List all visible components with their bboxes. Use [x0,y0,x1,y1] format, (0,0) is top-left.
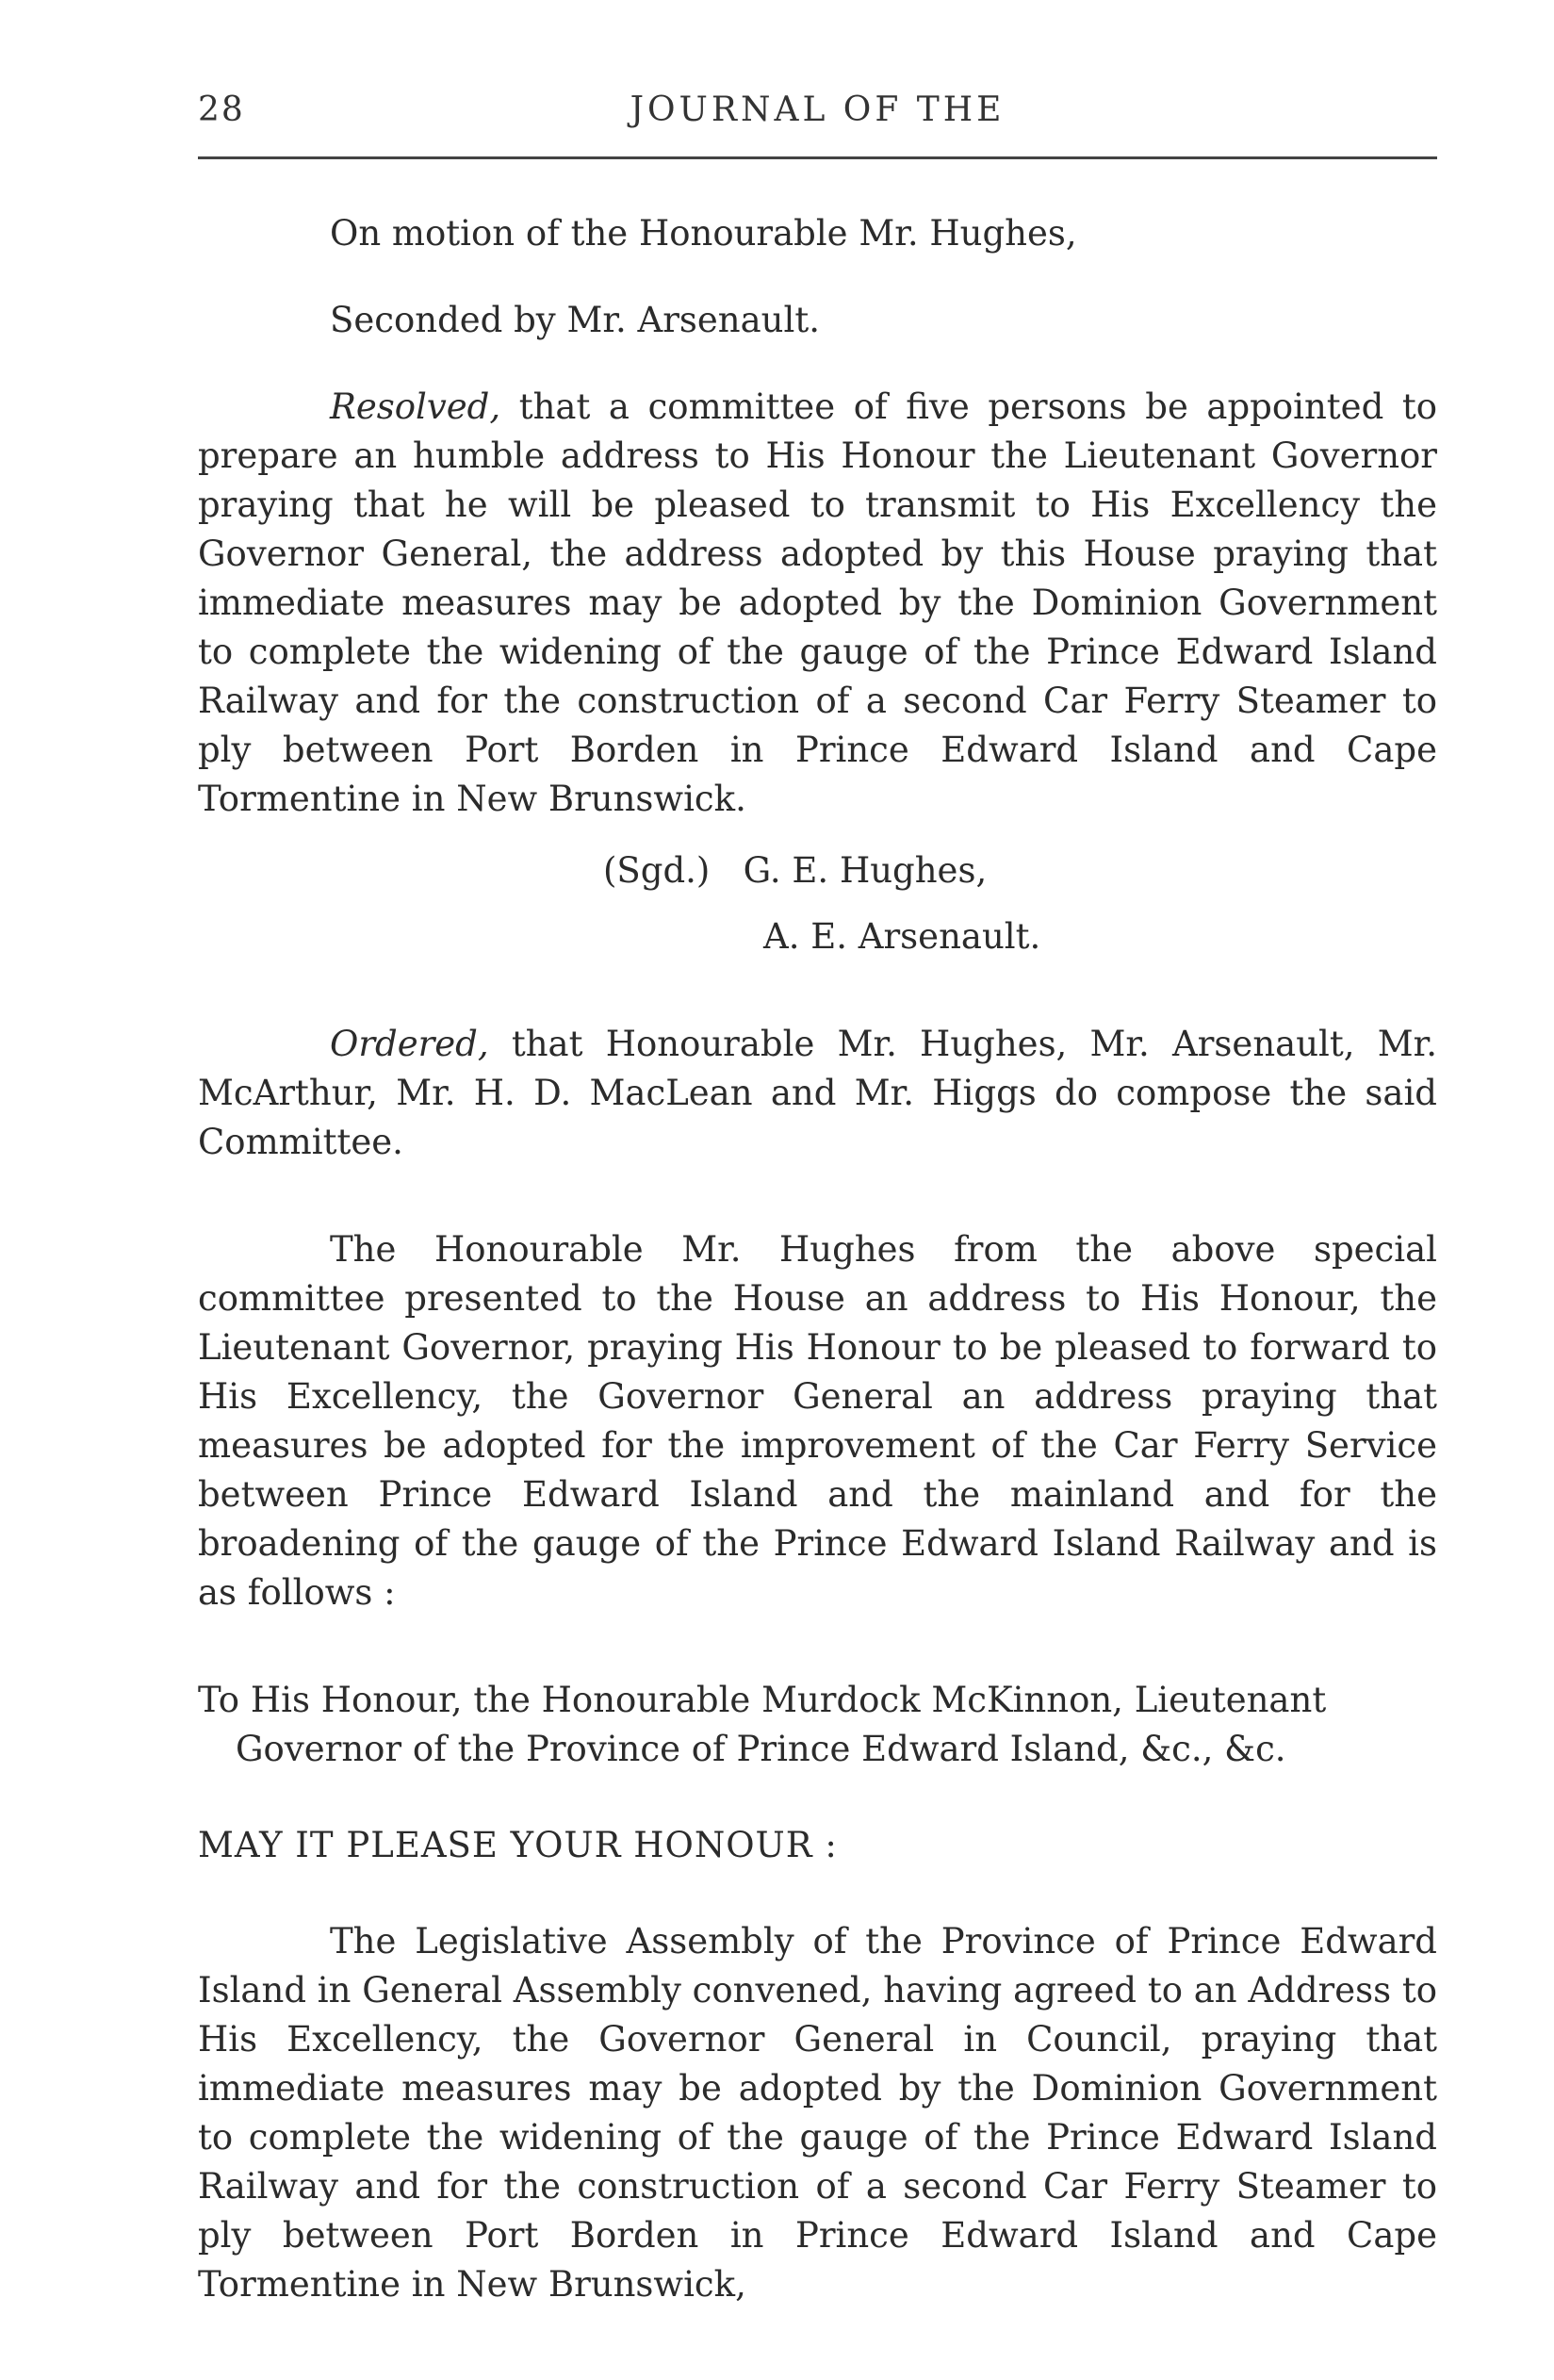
resolution-paragraph [198,383,1437,824]
signature-name-hughes: G. E. Hughes, [743,850,988,891]
page-number: 28 [198,90,245,129]
ordered-label: Ordered, [330,1024,489,1064]
address-body-paragraph: The Legislative Assembly of the Province of Prince Edward Island in General Assembly convened, having agreed to an Address to His Excellency, the Governor General in Council, praying that immediate measures may be adopted by the Dominion Government to complete the widening of the gauge of the Prince Edward Island Railway and for the construction of a second Car Ferry Steamer to ply between Port Borden in Prince Edward Island and Cape Tormentine in New Brunswick, [198,1921,1437,2305]
signature-name-arsenault: A. E. Arsenault. [763,916,1041,957]
resolved-label: Resolved, [330,386,501,427]
page-header [198,87,1437,143]
seconded-line: Seconded by Mr. Arsenault. [330,300,820,340]
signature-block [198,846,1437,961]
address-line-2: Governor of the Province of Prince Edward Island, &c., &c. [236,1729,1286,1769]
header-rule [198,156,1437,159]
order-paragraph [198,1020,1437,1167]
presentation-paragraph: The Honourable Mr. Hughes from the above special committee presented to the House an address to His Honour, the Lieutenant Governor, praying His Honour to be pleased to forward to His Excellency, the Governor General an address praying that measures be adopted for the improvement of the Car Ferry Service between Prince Edward Island and the mainland and for the broadening of the gauge of the Prince Edward Island Railway and is as follows : [198,1229,1437,1613]
motion-line: On motion of the Honourable Mr. Hughes, [330,213,1077,254]
running-head: JOURNAL OF THE [630,90,1006,129]
signature-line-1 [603,846,1437,895]
address-line-1: To His Honour, the Honourable Murdock McKinnon, Lieutenant [198,1680,1327,1720]
signature-prefix: (Sgd.) [603,850,711,891]
resolution-text: that a committee of five persons be appointed to prepare an humble address to His Honour the Lieutenant Governor praying that he will be pleased to transmit to His Excellency the Governor General, the address adopted by this House praying that immediate measures may be adopted by the Dominion Government to complete the widening of the gauge of the Prince Edward Island Railway and for the construction of a second Car Ferry Steamer to ply between Port Borden in Prince Edward Island and Cape Tormentine in New Brunswick. [198,386,1437,819]
salutation: MAY IT PLEASE YOUR HONOUR : [198,1825,838,1865]
order-text: that Honourable Mr. Hughes, Mr. Arsenault, Mr. McArthur, Mr. H. D. MacLean and Mr. Higgs do compose the said Committee. [198,1024,1437,1162]
page-content [198,209,1437,2309]
